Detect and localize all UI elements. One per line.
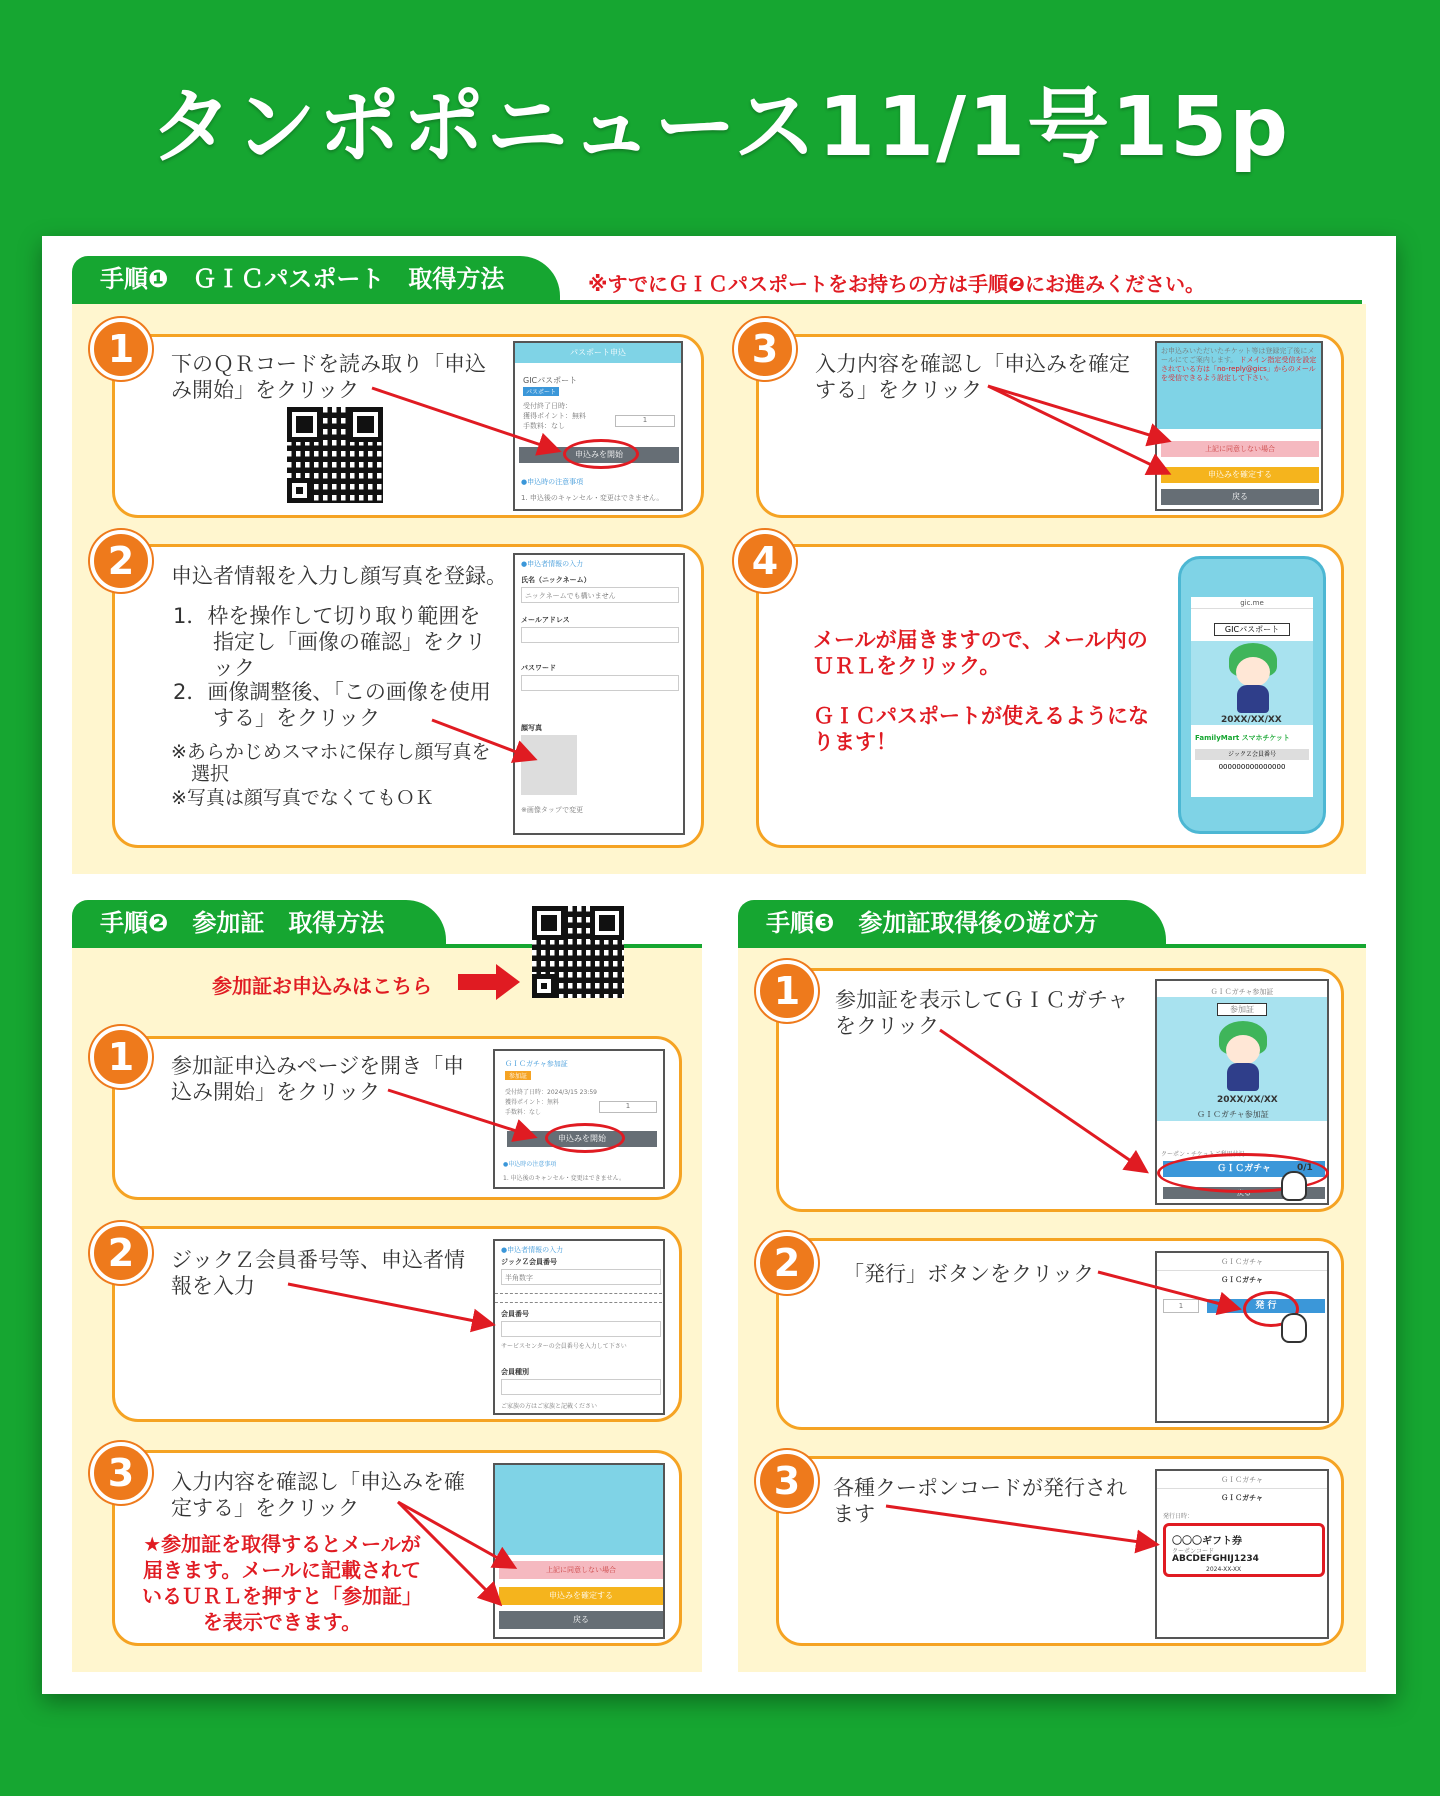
pointer-hand-icon: [1281, 1171, 1307, 1201]
back-button[interactable]: 戻る: [1161, 489, 1319, 505]
step-number: 3: [756, 1450, 818, 1512]
phone-screenshot: ＧＩＣガチャ ＧＩＣガチャ 発行日時： 〇〇〇ギフト券 クーポンコード ABCDEFGHIJ1234 2024-XX-XX: [1155, 1469, 1329, 1639]
step1-card-2: [112, 544, 704, 848]
confirm-button[interactable]: 申込みを確定する: [499, 1587, 663, 1605]
step1-card-4-text2: ＧＩＣパスポートが使えるようになります！: [813, 704, 1149, 754]
step1-card-4-text1: メールが届きますので、メール内のＵＲＬをクリック。: [813, 628, 1148, 678]
step2-tab: 手順❷ 参加証 取得方法: [72, 900, 446, 946]
gacha-button[interactable]: ＧＩＣガチャ: [1163, 1161, 1325, 1177]
apply-label: 参加証お申込みはこちら: [212, 974, 432, 998]
phone-screenshot: ●申込者情報の入力 氏名（ニックネーム） ニックネームでも構いません メールアドレス パスワード 顔写真 ※画像タップで変更: [513, 553, 685, 835]
step3-card-2-text: 「発行」ボタンをクリック: [843, 1262, 1095, 1286]
step2-card-1-text: 参加証申込みページを開き「申込み開始」をクリック: [171, 1054, 465, 1104]
step3-card-2: [776, 1238, 1344, 1430]
step2-card-2: [112, 1226, 682, 1422]
step1-card-3: [756, 334, 1344, 518]
pointer-hand-icon: [1281, 1313, 1307, 1343]
phone-screenshot: ＧＩＣガチャ参加証 参加証 受付終了日時：2024/3/15 23:59 獲得ポイント：無料 手数料：なし 1 申込みを開始 ●申込時の注意事項 1. 申込後のキャンセル・変更はできません。: [493, 1049, 665, 1189]
step-number: 4: [734, 530, 796, 592]
step1-card-3-text: 入力内容を確認し「申込みを確定する」をクリック: [815, 352, 1130, 402]
start-button[interactable]: 申込みを開始: [519, 447, 679, 463]
coupon-box: 〇〇〇ギフト券 クーポンコード ABCDEFGHIJ1234 2024-XX-XX: [1163, 1523, 1325, 1577]
step1-card-2-lead: 申込者情報を入力し顔写真を登録。: [171, 564, 507, 588]
phone-screenshot: 上記に同意しない場合 申込みを確定する 戻る: [493, 1463, 665, 1639]
phone-screenshot: ●申込者情報の入力 ジックＺ会員番号 半角数字 会員番号 サービスセンターの会員番号を入力して下さい 会員種別 ご家族の方はご家族と記載ください: [493, 1239, 665, 1415]
step3-card-1: [776, 968, 1344, 1212]
confirm-button[interactable]: 申込みを確定する: [1161, 467, 1319, 483]
phone-illustration: gic.me GICパスポート 20XX/XX/XX FamilyMart スマホチケット ジックＺ会員番号 000000000000000: [1178, 556, 1326, 834]
mascot-image: [1215, 1021, 1271, 1091]
back-button[interactable]: 戻る: [499, 1611, 663, 1629]
step1-card-2-item1: 1．枠を操作して切り取り範囲を指定し「画像の確認」をクリック: [173, 604, 486, 680]
highlight-ellipse: [545, 1123, 625, 1153]
step2-card-3: [112, 1450, 682, 1646]
step3-tab: 手順❸ 参加証取得後の遊び方: [738, 900, 1166, 946]
step-number: 1: [90, 1026, 152, 1088]
arrow-head-icon: [496, 964, 520, 1000]
phone-screenshot: ＧＩＣガチャ ＧＩＣガチャ 1 発 行: [1155, 1251, 1329, 1423]
step-number: 1: [756, 960, 818, 1022]
step1-card-2-note2: ※写真は顔写真でなくてもＯＫ: [171, 787, 434, 809]
step2-card-3-text: 入力内容を確認し「申込みを確定する」をクリック: [171, 1470, 465, 1520]
phone-screenshot: パスポート申込 GICパスポート パスポート 受付終了日時： 獲得ポイント：無料 手数料：なし 1 申込みを開始 ●申込時の注意事項 1. 申込後のキャンセル・変更はできません。: [513, 341, 683, 511]
highlight-ellipse: [563, 439, 639, 469]
step2-card-2-text: ジックＺ会員番号等、申込者情報を入力: [171, 1248, 465, 1298]
step2-card-1: [112, 1036, 682, 1200]
issue-button[interactable]: 発 行: [1207, 1299, 1325, 1313]
step1-card-2-note1: ※あらかじめスマホに保存し顔写真を選択: [171, 741, 491, 785]
step1-card-2-item2: 2．画像調整後、「この画像を使用する」をクリック: [173, 680, 491, 730]
step-number: 1: [90, 318, 152, 380]
step2-card-3-note: ★参加証を取得するとメールが届きます。メールに記載されているＵＲＬを押すと「参加証」を表示できます。: [142, 1532, 422, 1634]
phone-screenshot: ＧＩＣガチャ参加証 参加証 20XX/XX/XX ＧＩＣガチャ参加証 クーポン・チケットご利用状況 ＧＩＣガチャ 0/1 戻る: [1155, 979, 1329, 1205]
step-number: 2: [756, 1232, 818, 1294]
phone-screenshot: お申込みいただいたチケット等は登録完了後にメールにてご案内します。 ドメイン指定受信を設定されている方は「no-reply@gics」からのメールを受信できるよう設定して下さい。 上記に同意しない場合 申込みを確定する 戻る: [1155, 341, 1323, 511]
qr-code[interactable]: [532, 906, 624, 998]
mascot-image: [1225, 643, 1281, 713]
step-number: 3: [90, 1442, 152, 1504]
photo-placeholder[interactable]: [521, 735, 577, 795]
qr-code[interactable]: [287, 407, 383, 503]
step3-card-3: [776, 1456, 1344, 1646]
step3-card-3-text: 各種クーポンコードが発行されます: [833, 1476, 1127, 1526]
arrow-right-icon: [458, 974, 498, 990]
page-title: タンポポニュース11/1号15p: [150, 80, 1290, 175]
step3-card-1-text: 参加証を表示してＧＩＣガチャをクリック: [835, 988, 1129, 1038]
start-button[interactable]: 申込みを開始: [507, 1131, 657, 1147]
step-number: 2: [90, 1222, 152, 1284]
step-number: 2: [90, 530, 152, 592]
step1-note: ※すでにＧＩＣパスポートをお持ちの方は手順❷にお進みください。: [588, 272, 1205, 296]
step-number: 3: [734, 318, 796, 380]
step1-card-1-text: 下のＱＲコードを読み取り「申込み開始」をクリック: [171, 352, 486, 402]
step1-card-1: [112, 334, 704, 518]
step1-tab: 手順❶ ＧＩＣパスポート 取得方法: [72, 256, 560, 302]
